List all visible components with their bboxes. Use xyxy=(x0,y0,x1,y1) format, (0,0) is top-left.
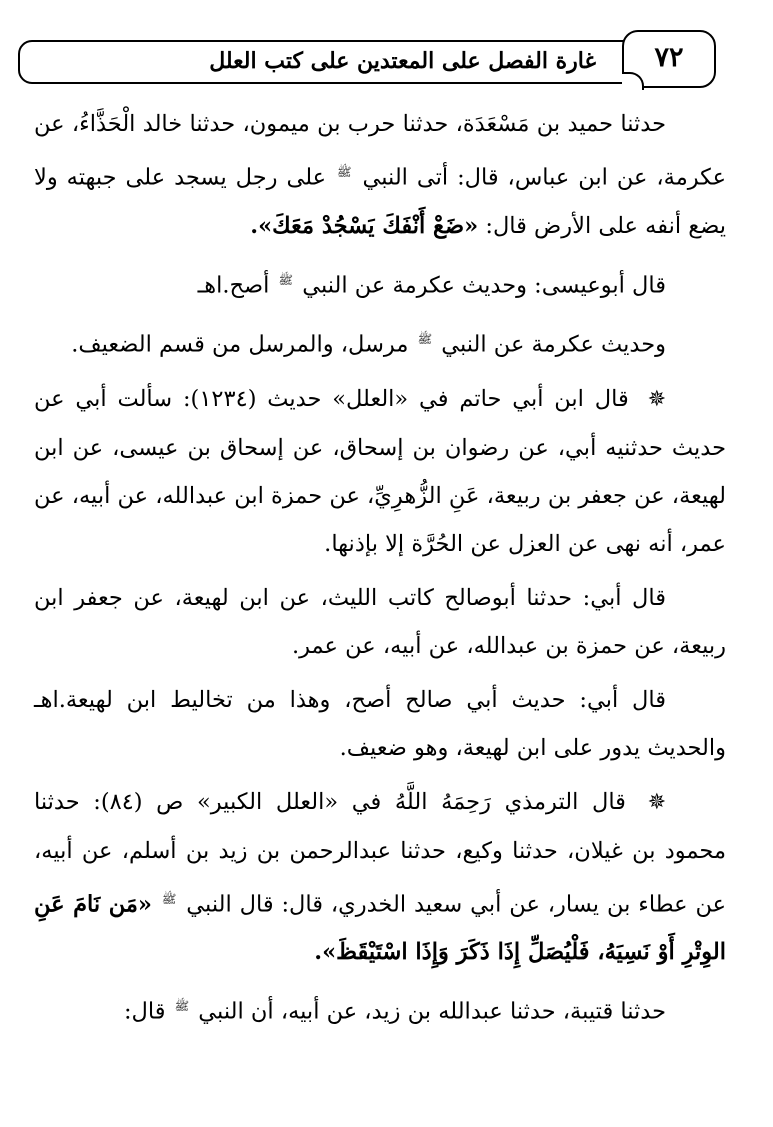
running-header xyxy=(18,40,714,84)
page-number-box xyxy=(622,30,716,88)
paragraph-6: قال أبي: حديث أبي صالح أصح، وهذا من تخاليط ابن لهيعة.اهـ والحديث يدور على ابن لهيعة، وهو ضعيف. xyxy=(34,686,726,761)
salutation-icon: ﷺ xyxy=(417,332,433,346)
paragraph-8: حدثنا قتيبة، حدثنا عبدالله بن زيد، عن أبيه، أن النبي $^ﷺ$ قال: xyxy=(123,998,666,1025)
page-number: ٧٢ xyxy=(654,42,684,73)
paragraph-4: ✵ قال ابن أبي حاتم في «العلل» حديث (١٢٣٤): سألت أبي عن حديث حدثنيه أبي، عن رضوان بن إسحاق، عن إسحاق بن عيسى، عن ابن لهيعة، عن جعفر بن ربيعة، عَنِ الزُّهرِيِّ، عن حمزة ابن عبدالله، عن أبيه، عن عمر، أنه نهى عن العزل عن الحُرَّة إلا بإذنها. xyxy=(34,385,726,557)
salutation-icon: ﷺ xyxy=(278,272,294,287)
hadith-quote: «ضَعْ أَنْفَكَ يَسْجُدْ مَعَكَ». xyxy=(250,212,479,239)
star-bullet-icon: ✵ xyxy=(647,789,667,815)
paragraph-7: ✵ قال الترمذي رَحِمَهُ اللَّهُ في «العلل الكبير» ص (٨٤): حدثنا محمود بن غيلان، حدثنا وكيع، حدثنا عبدالرحمن بن زيد بن أسلم، عن أبيه، عن عطاء بن يسار، عن أبي سعيد الخدري، قال: قال النبي $^ﷺ$ «مَن نَامَ عَنِ الوِتْرِ أَوْ نَسِيَهُ، فَلْيُصَلِّ إِذَا ذَكَرَ وَإِذَا اسْتَيْقَظَ». xyxy=(34,788,727,965)
paragraph-3: وحديث عكرمة عن النبي $^ﷺ$ مرسل، والمرسل من قسم الضعيف. xyxy=(71,331,666,358)
salutation-icon: ﷺ xyxy=(174,999,190,1013)
salutation-icon: ﷺ xyxy=(337,165,352,179)
page-box-notch xyxy=(622,72,644,90)
paragraph-2: قال أبوعيسى: وحديث عكرمة عن النبي $^ﷺ$ أصح.اهـ xyxy=(197,272,666,298)
salutation-icon: ﷺ xyxy=(161,891,177,906)
page-body xyxy=(34,100,726,1042)
book-title: غارة الفصل على المعتدين على كتب العلل xyxy=(209,48,596,74)
star-bullet-icon: ✵ xyxy=(647,386,667,412)
paragraph-5: قال أبي: حدثنا أبوصالح كاتب الليث، عن ابن لهيعة، عن جعفر ابن ربيعة، عن حمزة بن عبدالله، عن أبيه، عن عمر. xyxy=(34,584,726,659)
hadith-quote: «مَن نَامَ عَنِ الوِتْرِ أَوْ نَسِيَهُ، فَلْيُصَلِّ إِذَا ذَكَرَ وَإِذَا اسْتَيْقَظَ». xyxy=(34,891,726,965)
paragraph-1: حدثنا حميد بن مَسْعَدَة، حدثنا حرب بن ميمون، حدثنا خالد الْحَذَّاءُ، عن عكرمة، عن ابن عباس، قال: أتى النبي $^ﷺ$ على رجل يسجد على جبهته ولا يضع أنفه على الأرض قال: «ضَعْ أَنْفَكَ يَسْجُدْ مَعَكَ». xyxy=(34,111,727,239)
